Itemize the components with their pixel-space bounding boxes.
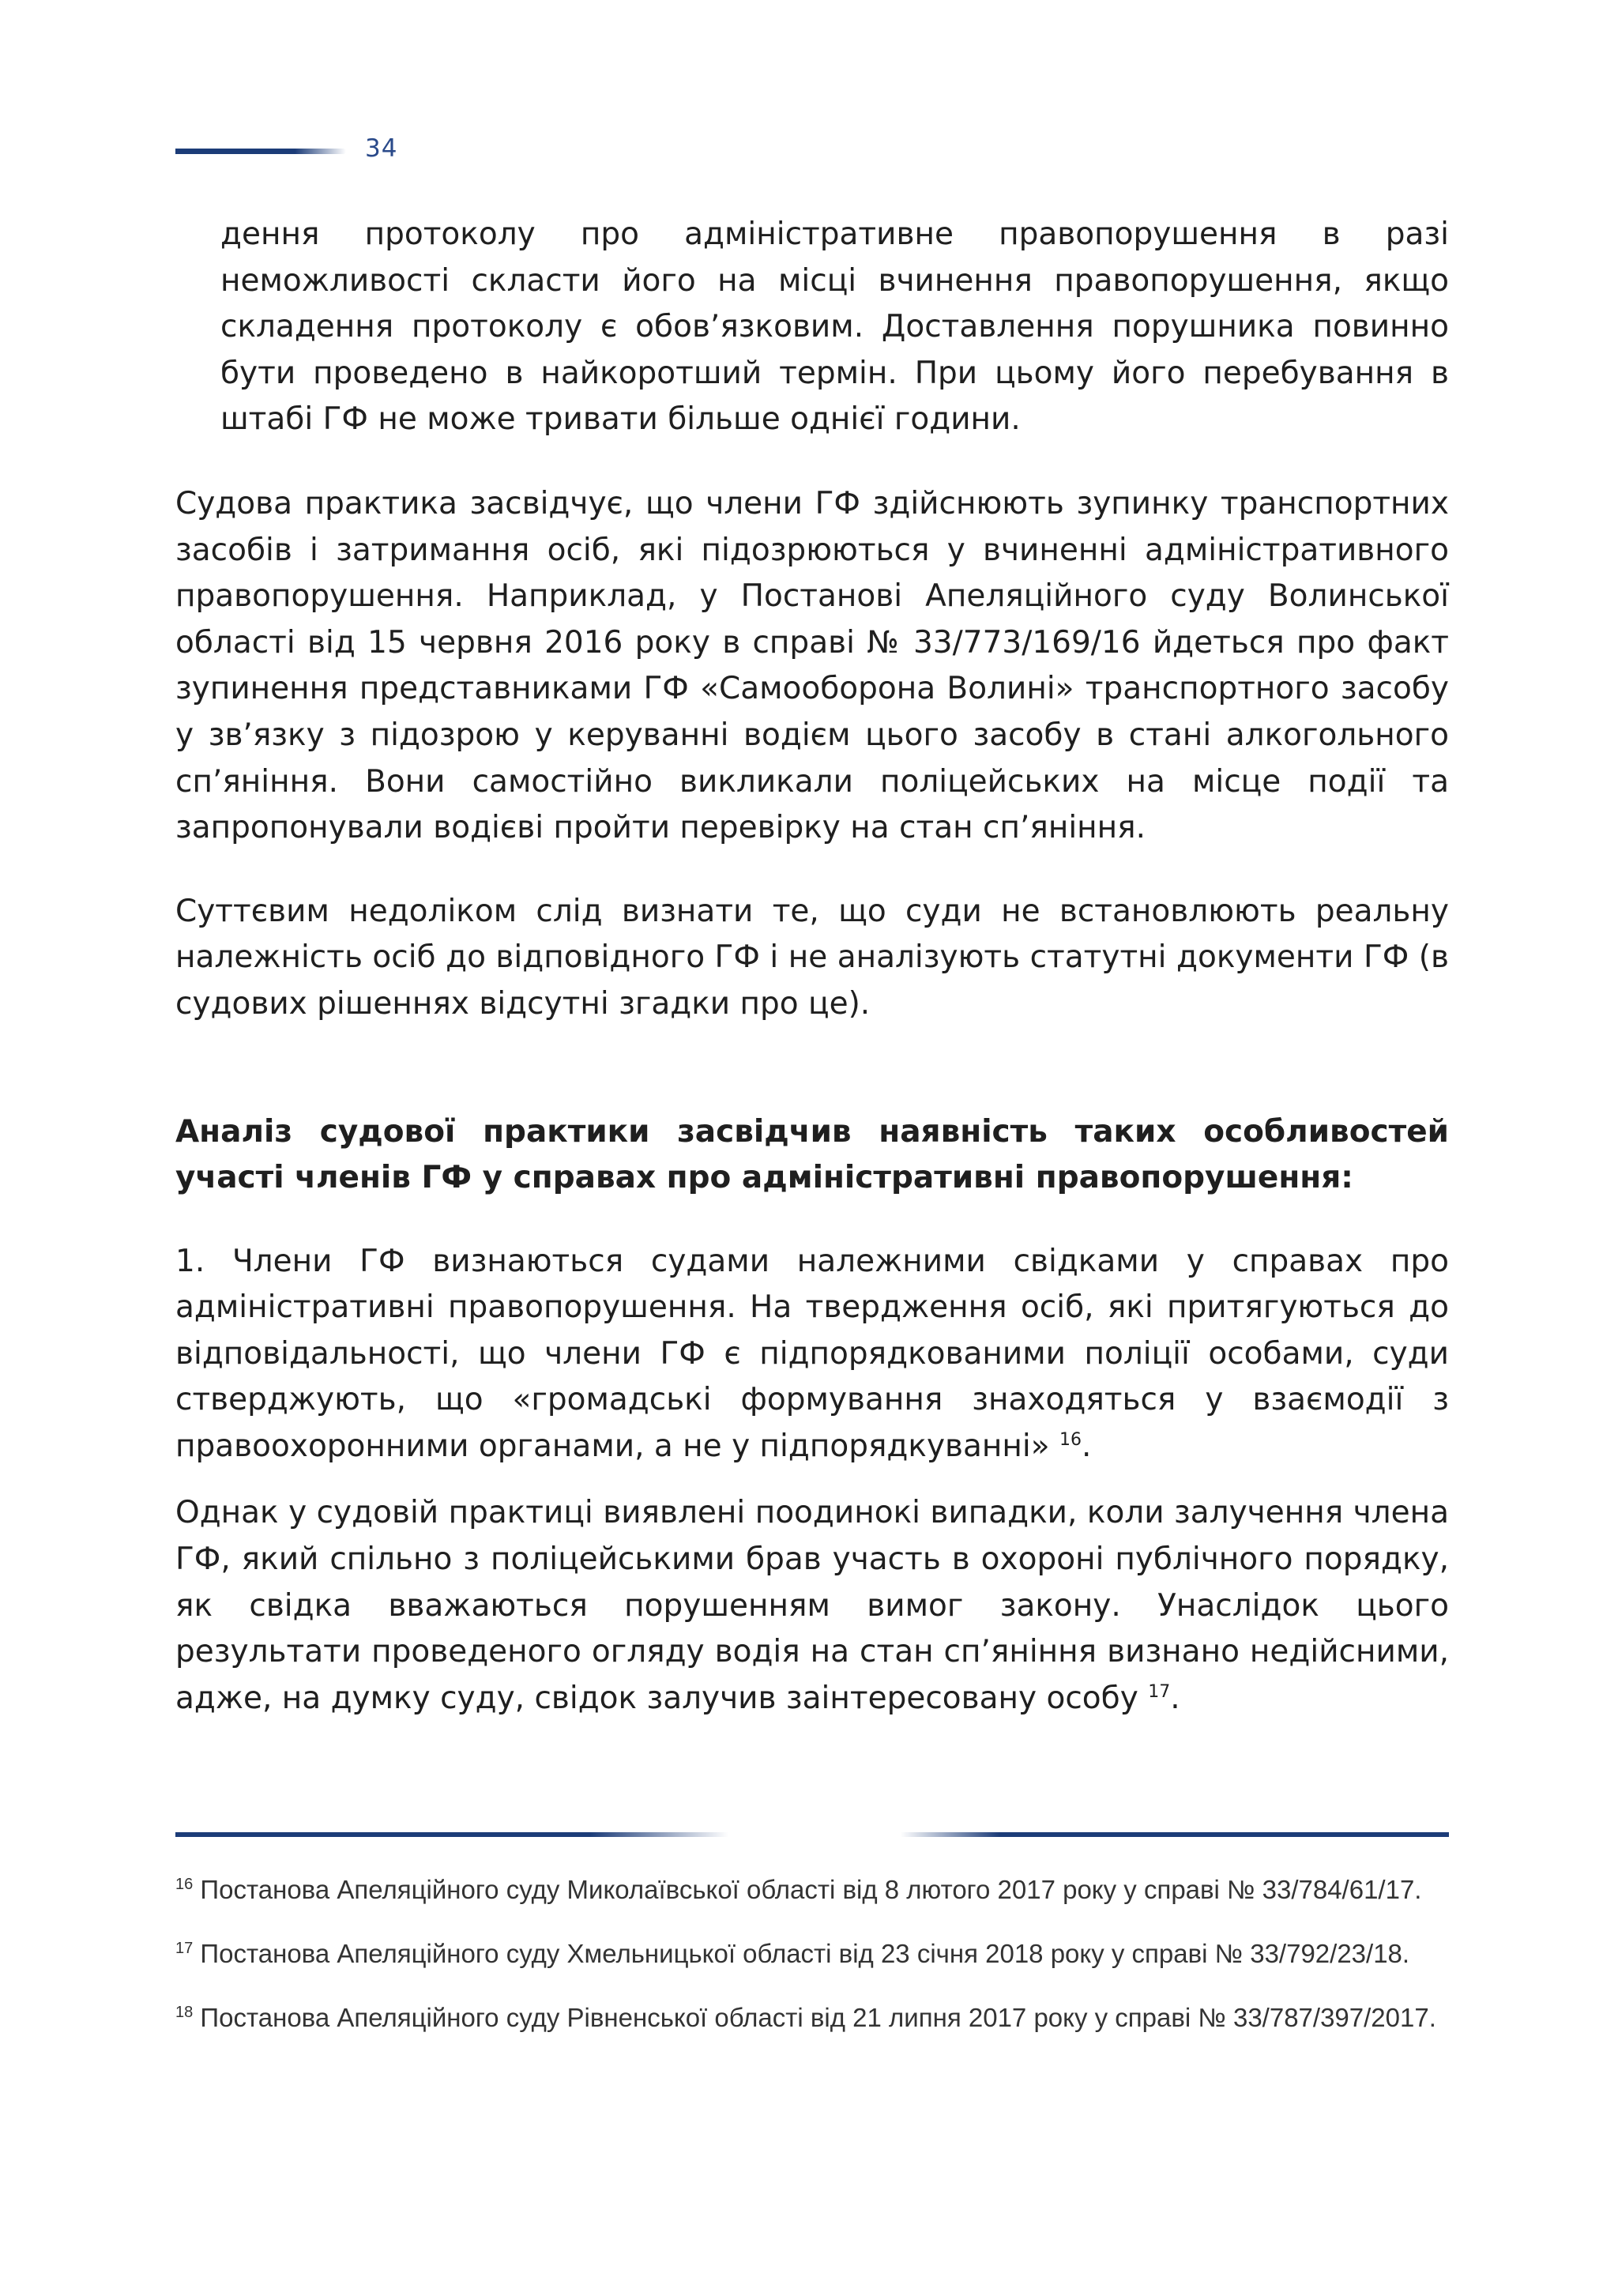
footnote-text: Постанова Апеляційного суду Рівненської області від 21 липня 2017 року у справі № 33/787/397/2017. [200,2003,1436,2032]
paragraph-exceptions-text: Однак у судовій практиці виявлені поодинокі випадки, коли залучення члена ГФ, який спільно з поліцейськими брав участь в охороні публічного порядку, як свідка вважаються порушенням вимог закону. Унаслідок цього результати проведеного огляду водія на стан сп’яніння визнано недійсними, адже, на думку суду, свідок залучив заінтересовану особу [175,1495,1449,1716]
page-number: 34 [365,134,398,163]
paragraph-point-1-end: . [1082,1428,1092,1464]
footnote-ref-17[interactable]: 17 [1148,1681,1171,1702]
footnote-number: 16 [175,1876,194,1893]
section-heading: Аналіз судової практики засвідчив наявність таких особливостей участі членів ГФ у справах про адміністративні правопорушення: [175,1113,1449,1195]
footnote-17 [175,1935,1449,1972]
paragraph-point-1 [175,1239,1449,1470]
paragraph-court-practice: Судова практика засвідчує, що члени ГФ здійснюють зупинку транспортних засобів і затримання осіб, які підозрюються у вчиненні адміністративного правопорушення. Наприклад, у Постанові Апеляційного суду Волинської області від 15 червня 2016 року в справі № 33/773/169/16 йдеться про факт зупинення представниками ГФ «Самооборона Волині» транспортного засобу у зв’язку з підозрою у керуванні водієм цього засобу в стані алкогольного сп’яніння. Вони самостійно викликали поліцейських на місце події та запропонували водієві пройти перевірку на стан сп’яніння. [175,485,1449,846]
paragraph-exceptions-end: . [1170,1680,1180,1716]
footnote-text: Постанова Апеляційного суду Миколаївської області від 8 лютого 2017 року у справі № 33/784/61/17. [200,1875,1422,1904]
footnote-divider-right [901,1832,1449,1837]
footnote-16 [175,1871,1449,1908]
paragraph-shortcoming: Суттєвим недоліком слід визнати те, що суди не встановлюють реальну належність осіб до відповідного ГФ і не аналізують статутні документи ГФ (в судових рішеннях відсутні згадки про це). [175,893,1449,1022]
footnotes [175,1871,1449,2063]
header-rule [175,149,346,154]
footnote-number: 18 [175,2004,194,2021]
main-content [175,212,1449,1722]
footnote-divider-left [175,1832,728,1837]
paragraph-exceptions [175,1490,1449,1722]
footnote-ref-16[interactable]: 16 [1059,1429,1082,1450]
footnote-text: Постанова Апеляційного суду Хмельницької області від 23 січня 2018 року у справі № 33/792/23/18. [200,1939,1410,1968]
footnote-18 [175,1999,1449,2036]
footnote-number: 17 [175,1940,194,1957]
paragraph-continuation: дення протоколу про адміністративне правопорушення в разі неможливості скласти його на місці вчинення правопорушення, якщо складення протоколу є обов’язковим. Доставлення порушника повинно бути проведено в найкоротший термін. При цьому його перебування в штабі ГФ не може тривати більше однієї години. [220,216,1449,438]
paragraph-point-1-text: 1. Члени ГФ визнаються судами належними свідками у справах про адміністративні правопорушення. На твердження осіб, які притягуються до відповідальності, що члени ГФ є підпорядкованими поліції особами, суди стверджують, що «громадські формування знаходяться у взаємодії з правоохоронними органами, а не у підпорядкуванні» [175,1243,1449,1464]
